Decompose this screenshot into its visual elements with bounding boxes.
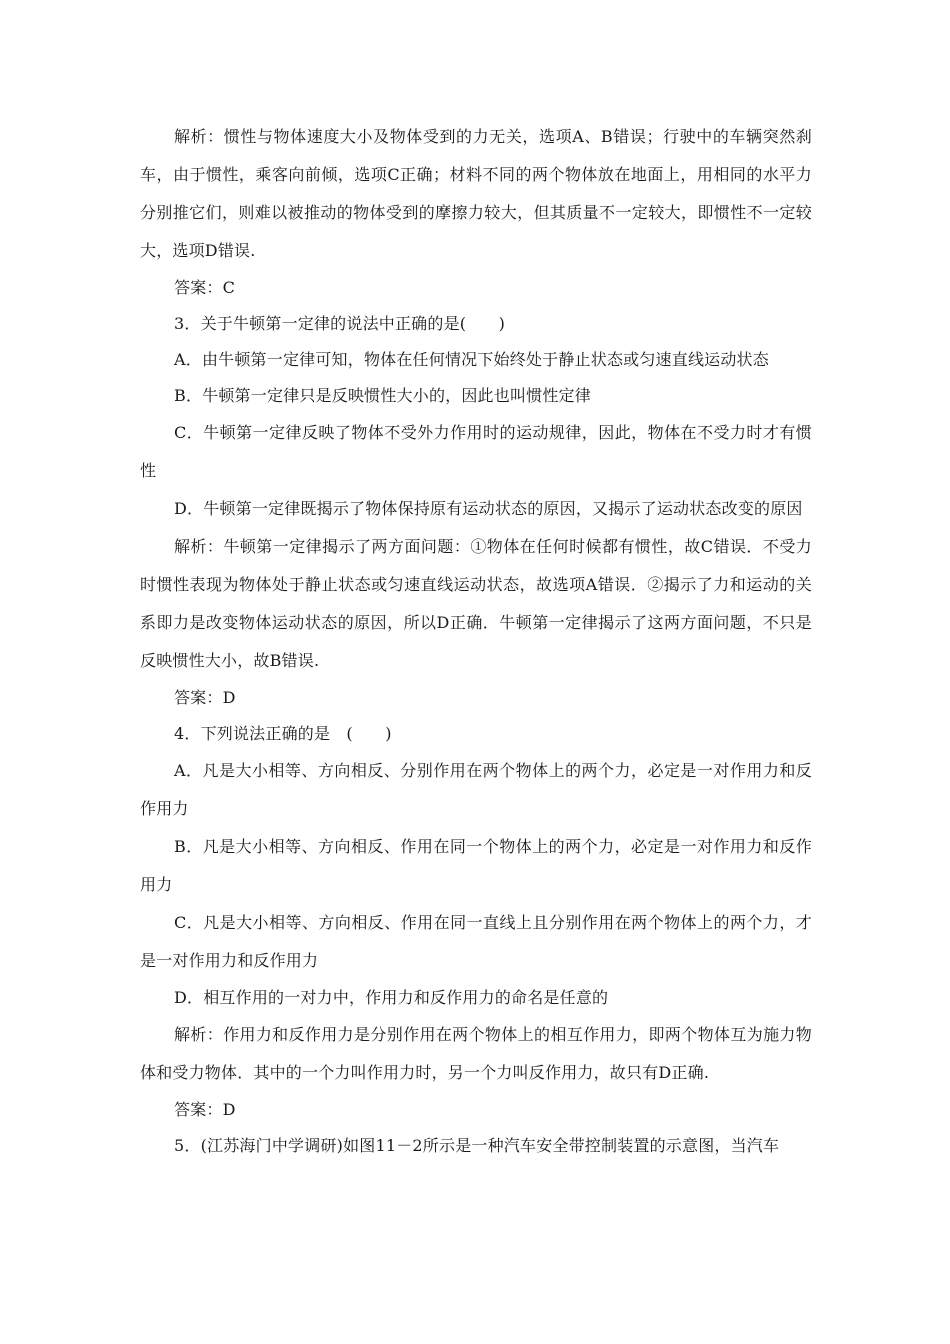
document-body (140, 118, 812, 1164)
explanation-paragraph: 解析：牛顿第一定律揭示了两方面问题：①物体在任何时候都有惯性，故C错误．不受力时惯性表现为物体处于静止状态或匀速直线运动状态，故选项A错误．②揭示了力和运动的关系即力是改变物体运动状态的原因，所以D正确．牛顿第一定律揭示了这两方面问题，不只是反映惯性大小，故B错误. (140, 537, 812, 670)
question-stem: 4．下列说法正确的是 ( ) (174, 724, 392, 743)
answer-line: 答案：D (174, 1100, 236, 1119)
explanation-paragraph: 解析：作用力和反作用力是分别作用在两个物体上的相互作用力，即两个物体互为施力物体和受力物体．其中的一个力叫作用力时，另一个力叫反作用力，故只有D正确. (140, 1025, 812, 1082)
option-c: C．凡是大小相等、方向相反、作用在同一直线上且分别作用在两个物体上的两个力，才是一对作用力和反作用力 (140, 913, 812, 970)
answer-line: 答案：C (174, 278, 236, 297)
explanation-paragraph: 解析：惯性与物体速度大小及物体受到的力无关，选项A、B错误；行驶中的车辆突然刹车，由于惯性，乘客向前倾，选项C正确；材料不同的两个物体放在地面上，用相同的水平力分别推它们，则难以被推动的物体受到的摩擦力较大，但其质量不一定较大，即惯性不一定较大，选项D错误. (140, 127, 812, 260)
option-a: A．凡是大小相等、方向相反、分别作用在两个物体上的两个力，必定是一对作用力和反作用力 (140, 761, 812, 818)
option-b: B．凡是大小相等、方向相反、作用在同一个物体上的两个力，必定是一对作用力和反作用力 (140, 837, 812, 894)
question-stem: 5．(江苏海门中学调研)如图11－2所示是一种汽车安全带控制装置的示意图，当汽车 (174, 1136, 780, 1155)
option-c: C．牛顿第一定律反映了物体不受外力作用时的运动规律，因此，物体在不受力时才有惯性 (140, 423, 812, 480)
question-stem: 3．关于牛顿第一定律的说法中正确的是( ) (174, 314, 506, 333)
option-d: D．相互作用的一对力中，作用力和反作用力的命名是任意的 (174, 988, 609, 1007)
option-a: A．由牛顿第一定律可知，物体在任何情况下始终处于静止状态或匀速直线运动状态 (174, 350, 769, 369)
option-d: D．牛顿第一定律既揭示了物体保持原有运动状态的原因，又揭示了运动状态改变的原因 (174, 499, 803, 518)
answer-line: 答案：D (174, 688, 236, 707)
option-b: B．牛顿第一定律只是反映惯性大小的，因此也叫惯性定律 (174, 386, 591, 405)
